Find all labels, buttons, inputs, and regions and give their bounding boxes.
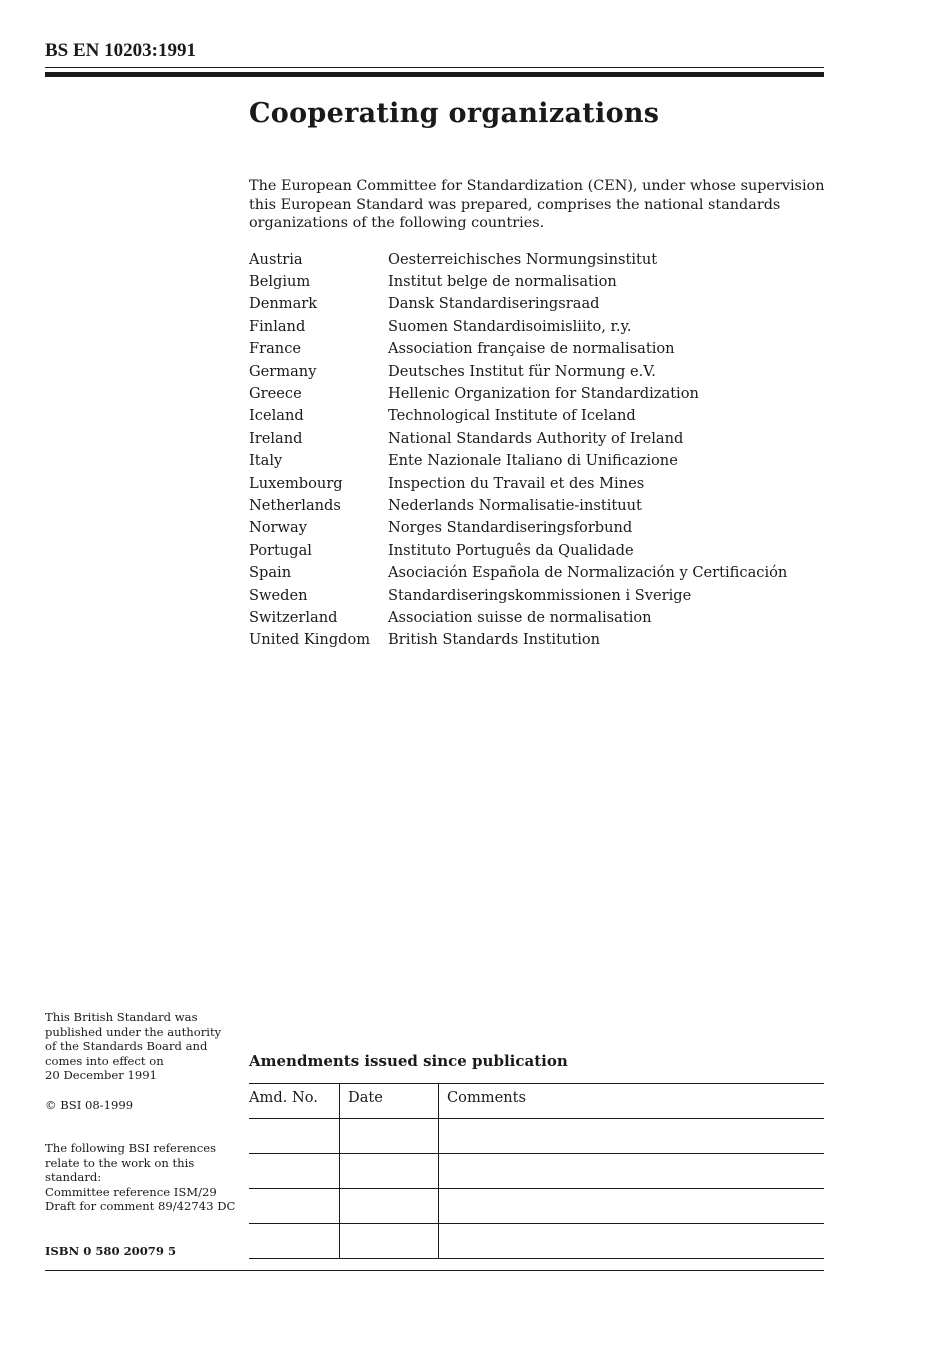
organization-row [249,315,824,337]
amendment-cell [249,1189,340,1224]
references-note [45,1141,240,1214]
amendment-cell [439,1224,825,1259]
references-note-line: relate to the work on this [45,1155,195,1170]
publication-note-line: 20 December 1991 [45,1068,157,1083]
publication-note-line: published under the authority [45,1024,222,1039]
organization-name: National Standards Authority of Ireland [388,429,684,447]
amendments-table [249,1083,824,1259]
organization-country: Denmark [249,295,318,313]
amendments-header-row [249,1084,824,1119]
organization-row [249,293,824,315]
amendment-cell [340,1154,439,1189]
organization-row [249,427,824,449]
organization-country: Netherlands [249,496,341,514]
organization-country: Ireland [249,429,303,447]
organization-row [249,382,824,404]
references-note-line: Committee reference ISM/29 [45,1184,217,1199]
organizations-list [249,248,824,651]
organization-row [249,360,824,382]
organization-row [249,450,824,472]
organization-country: Austria [249,250,303,268]
organization-name: Norges Standardiseringsforbund [388,519,633,537]
amendment-row [249,1189,824,1224]
column-header-comments: Comments [439,1084,825,1119]
page-title: Cooperating organizations [249,98,660,129]
organization-row [249,338,824,360]
organization-country: United Kingdom [249,631,371,649]
publication-note [45,1010,240,1083]
amendment-cell [340,1119,439,1154]
organization-row [249,472,824,494]
organization-name: Instituto Português da Qualidade [388,541,634,559]
publication-note-line: comes into effect on [45,1053,164,1068]
organization-name: Nederlands Normalisatie-instituut [388,496,642,514]
organization-row [249,629,824,651]
organization-name: Suomen Standardisoimisliito, r.y. [388,317,632,335]
organization-name: Hellenic Organization for Standardization [388,385,699,403]
document-code: BS EN 10203:1991 [45,40,196,61]
organization-country: Norway [249,519,307,537]
amendment-cell [249,1119,340,1154]
copyright-notice: © BSI 08-1999 [45,1098,134,1112]
publication-note-line: of the Standards Board and [45,1039,208,1054]
organization-country: Portugal [249,541,312,559]
organization-name: Ente Nazionale Italiano di Unificazione [388,452,678,470]
organization-row [249,539,824,561]
isbn: ISBN 0 580 20079 5 [45,1244,177,1258]
organization-country: Finland [249,317,306,335]
amendment-cell [439,1154,825,1189]
organization-row [249,270,824,292]
organization-row [249,248,824,270]
organization-country: Iceland [249,407,304,425]
organization-country: Sweden [249,586,308,604]
organization-country: Spain [249,564,292,582]
organization-row [249,606,824,628]
amendment-cell [340,1224,439,1259]
amendments-title: Amendments issued since publication [249,1052,568,1070]
amendment-row [249,1154,824,1189]
amendment-cell [249,1154,340,1189]
organization-country: France [249,340,302,358]
organization-name: Association française de normalisation [388,340,675,358]
amendment-row [249,1119,824,1154]
organization-name: Standardiseringskommissionen i Sverige [388,586,692,604]
footer-rule [45,1270,824,1271]
organization-country: Greece [249,385,302,403]
organization-row [249,494,824,516]
organization-name: Technological Institute of Iceland [388,407,636,425]
amendment-cell [340,1189,439,1224]
amendment-cell [249,1224,340,1259]
organization-row [249,405,824,427]
header-rule-thick [45,72,824,77]
amendment-cell [439,1189,825,1224]
organization-name: Oesterreichisches Normungsinstitut [388,250,658,268]
amendment-row [249,1224,824,1259]
organization-country: Germany [249,362,317,380]
organization-name: Inspection du Travail et des Mines [388,474,645,492]
organization-country: Luxembourg [249,474,343,492]
intro-paragraph: The European Committee for Standardization (CEN), under whose supervision this European Standard was prepared, comprises the national standards organizations of the following countries. [249,178,825,231]
organization-name: Institut belge de normalisation [388,273,617,291]
references-note-line: Draft for comment 89/42743 DC [45,1199,236,1214]
amendment-cell [439,1119,825,1154]
organization-name: British Standards Institution [388,631,601,649]
organization-row [249,517,824,539]
organization-country: Belgium [249,273,311,291]
references-note-line: standard: [45,1170,102,1185]
organization-name: Association suisse de normalisation [388,608,652,626]
organization-country: Switzerland [249,608,338,626]
organization-row [249,584,824,606]
organization-name: Deutsches Institut für Normung e.V. [388,362,656,380]
header-rule-thin [45,67,824,68]
organization-country: Italy [249,452,283,470]
organization-name: Asociación Española de Normalización y Certificación [388,564,788,582]
organization-row [249,561,824,583]
column-header-date: Date [340,1084,439,1119]
column-header-amd-no: Amd. No. [249,1084,340,1119]
organization-name: Dansk Standardiseringsraad [388,295,600,313]
publication-note-line: This British Standard was [45,1010,198,1024]
references-note-line: The following BSI references [45,1141,217,1155]
